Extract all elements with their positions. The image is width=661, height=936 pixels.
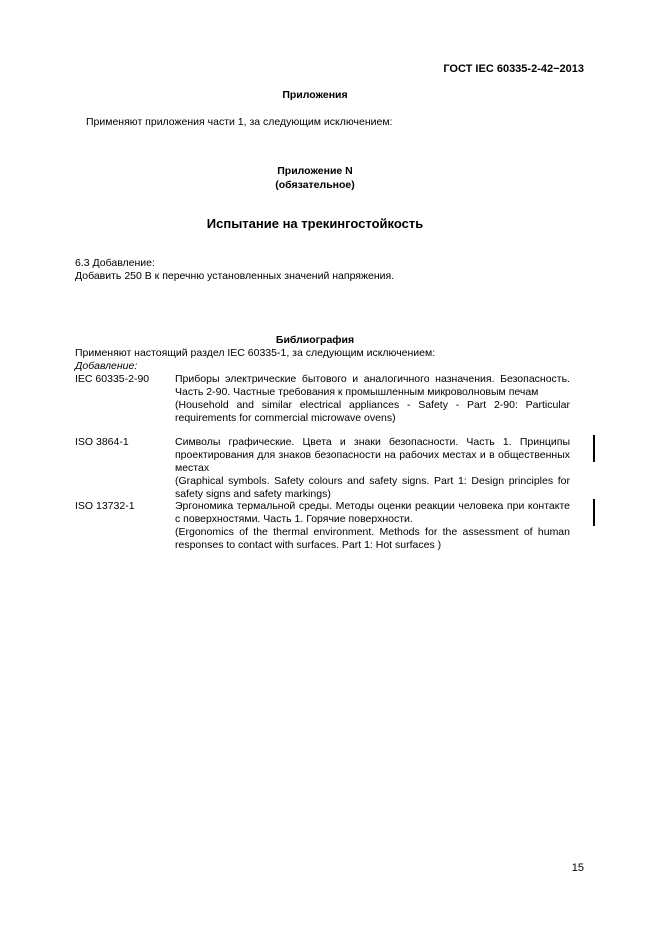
- page-number: 15: [571, 862, 584, 874]
- annex-heading: Испытание на трекингостойкость: [206, 216, 424, 231]
- entry-title-en: (Household and similar electrical appliances - Safety - Part 2-90: Particular requirements for commercial microwave ovens): [175, 399, 570, 424]
- bibliography-addition-label: Добавление:: [75, 360, 138, 372]
- annex-status: (обязательное): [275, 179, 355, 191]
- entry-title-en: (Ergonomics of the thermal environment. Methods for the assessment of human responses to contact with surfaces. Part 1: Hot surfaces ): [175, 526, 570, 551]
- appendices-title: Приложения: [282, 89, 348, 101]
- annex-paragraph-line1: 6.3 Добавление:: [75, 257, 155, 269]
- entry-code: ISO 13732-1: [75, 500, 135, 512]
- annex-paragraph-line2: Добавить 250 В к перечню установленных значений напряжения.: [75, 270, 395, 282]
- annex-title: Приложение N: [277, 165, 353, 177]
- appendices-text: Применяют приложения части 1, за следующим исключением:: [86, 116, 393, 128]
- entry-code: ISO 3864-1: [75, 436, 129, 448]
- revision-bar: [593, 435, 595, 462]
- entry-title-ru: Приборы электрические бытового и аналогичного назначения. Безопасность. Часть 2-90. Частные требования к промышленным микроволновым печам: [175, 373, 570, 398]
- revision-bar: [593, 499, 595, 526]
- entry-title-ru: Символы графические. Цвета и знаки безопасности. Часть 1. Принципы проектирования для знаков безопасности на рабочих местах и в общественных местах: [175, 436, 570, 474]
- entry-title-ru: Эргономика термальной среды. Методы оценки реакции человека при контакте с поверхностями. Часть 1. Горячие поверхности.: [175, 500, 570, 525]
- document-header: ГОСТ IEC 60335-2-42−2013: [443, 63, 584, 75]
- entry-title-en: (Graphical symbols. Safety colours and safety signs. Part 1: Design principles for safety signs and safety markings): [175, 475, 570, 500]
- bibliography-title: Библиография: [275, 334, 355, 346]
- bibliography-intro: Применяют настоящий раздел IEC 60335-1, за следующим исключением:: [75, 347, 436, 359]
- entry-code: IEC 60335-2-90: [75, 373, 150, 385]
